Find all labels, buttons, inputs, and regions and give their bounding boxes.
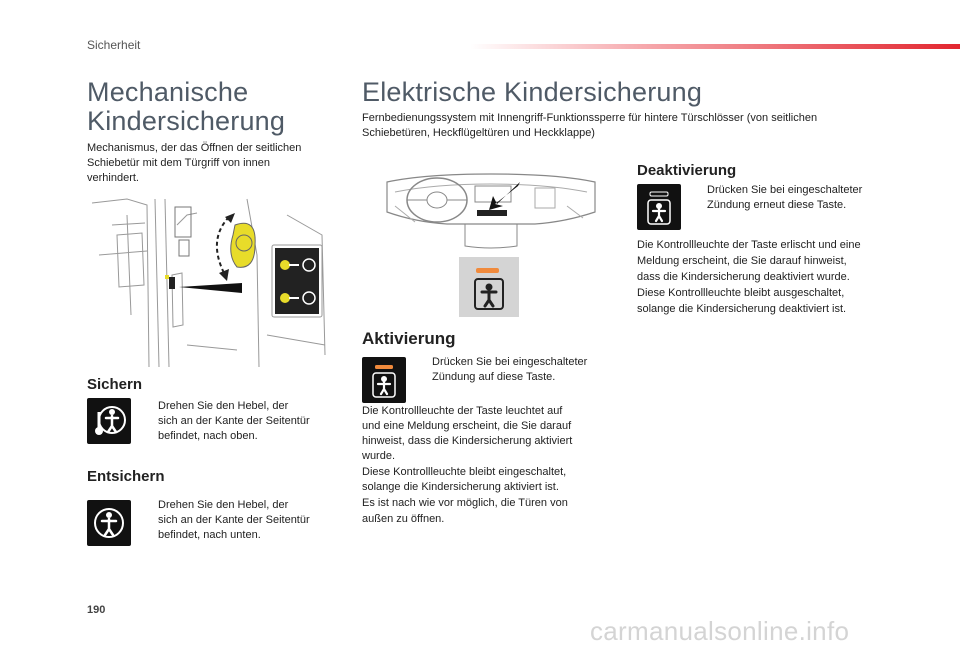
electric-title: Elektrische Kindersicherung xyxy=(362,77,703,107)
entsichern-line1: Drehen Sie den Hebel, der xyxy=(158,499,289,511)
child-lock-button-icon xyxy=(473,277,505,311)
section-label: Sicherheit xyxy=(87,38,141,52)
aktivierung-bullet-line2: Zündung auf diese Taste. xyxy=(432,371,556,383)
aktivierung-bullet xyxy=(411,355,621,387)
watermark: carmanualsonline.info xyxy=(590,616,850,646)
entsichern-heading: Entsichern xyxy=(87,468,165,485)
aktivierung-heading: Aktivierung xyxy=(362,329,456,348)
entsichern-line2: sich an der Kante der Seitentür xyxy=(158,514,310,526)
indicator-led-on xyxy=(476,268,499,273)
aktivierung-para-line5: Diese Kontrollleuchte bleibt eingeschaltet, xyxy=(362,466,567,478)
sichern-line2: sich an der Kante der Seitentür xyxy=(158,415,310,427)
mechanical-intro-line1: Mechanismus, der das Öffnen der seitlichen xyxy=(87,142,302,154)
sichern-bullet xyxy=(137,399,337,447)
entsichern-line3: befindet, nach unten. xyxy=(158,529,261,541)
deaktivierung-para-line3: dass die Kindersicherung deaktiviert wurde. xyxy=(637,271,850,283)
sichern-heading: Sichern xyxy=(87,376,143,393)
deaktivierung-bullet xyxy=(686,183,896,215)
mechanical-intro-line3: verhindert. xyxy=(87,172,139,184)
aktivierung-para-line3: hinweist, dass die Kindersicherung aktiviert xyxy=(362,435,573,447)
deaktivierung-para-line4: Diese Kontrollleuchte bleibt ausgeschaltet, xyxy=(637,287,845,299)
child-lock-lever-up-icon xyxy=(87,398,131,444)
door-lever-illustration xyxy=(87,195,327,367)
header-accent-bar xyxy=(470,44,960,49)
page-number: 190 xyxy=(87,604,106,616)
aktivierung-para-line1: Die Kontrollleuchte der Taste leuchtet auf xyxy=(362,405,563,417)
sichern-line1: Drehen Sie den Hebel, der xyxy=(158,400,289,412)
aktivierung-para-line2: und eine Meldung erscheint, die Sie darauf xyxy=(362,420,572,432)
aktivierung-para-line4: wurde. xyxy=(362,450,396,462)
aktivierung-para-line7: Es ist nach wie vor möglich, die Türen von xyxy=(362,497,568,509)
deaktivierung-para-line5: solange die Kindersicherung deaktiviert ist. xyxy=(637,303,847,315)
electric-intro-line2: Schiebetüren, Heckflügeltüren und Heckklappe) xyxy=(362,127,595,139)
child-lock-button-on-icon xyxy=(362,357,406,403)
deaktivierung-bullet-line2: Zündung erneut diese Taste. xyxy=(707,199,847,211)
deaktivierung-bullet-line1: Drücken Sie bei eingeschalteter xyxy=(707,184,863,196)
mechanical-title-line2: Kindersicherung xyxy=(87,106,286,136)
mechanical-intro-line2: Schiebetür mit dem Türgriff von innen xyxy=(87,157,271,169)
dashboard-illustration xyxy=(385,172,597,250)
electric-intro-line1: Fernbedienungssystem mit Innengriff-Funktionssperre für hintere Türschlösser (von seitlichen xyxy=(362,112,818,124)
inset-lock-panel xyxy=(272,245,322,317)
deaktivierung-para-line1: Die Kontrollleuchte der Taste erlischt und eine xyxy=(637,239,861,251)
mechanical-title-line1: Mechanische xyxy=(87,77,249,107)
aktivierung-bullet-line1: Drücken Sie bei eingeschalteter xyxy=(432,356,588,368)
deaktivierung-heading: Deaktivierung xyxy=(637,162,737,179)
child-lock-button-off-icon xyxy=(637,184,681,230)
child-lock-lever-down-icon xyxy=(87,500,131,546)
deaktivierung-para-line2: Meldung erscheint, die Sie darauf hinweist, xyxy=(637,255,847,267)
sichern-line3: befindet, nach oben. xyxy=(158,430,258,442)
entsichern-bullet xyxy=(137,498,337,546)
aktivierung-para-line8: außen zu öffnen. xyxy=(362,513,445,525)
aktivierung-para-line6: solange die Kindersicherung aktiviert ist. xyxy=(362,481,559,493)
button-closeup-frame xyxy=(459,257,519,317)
